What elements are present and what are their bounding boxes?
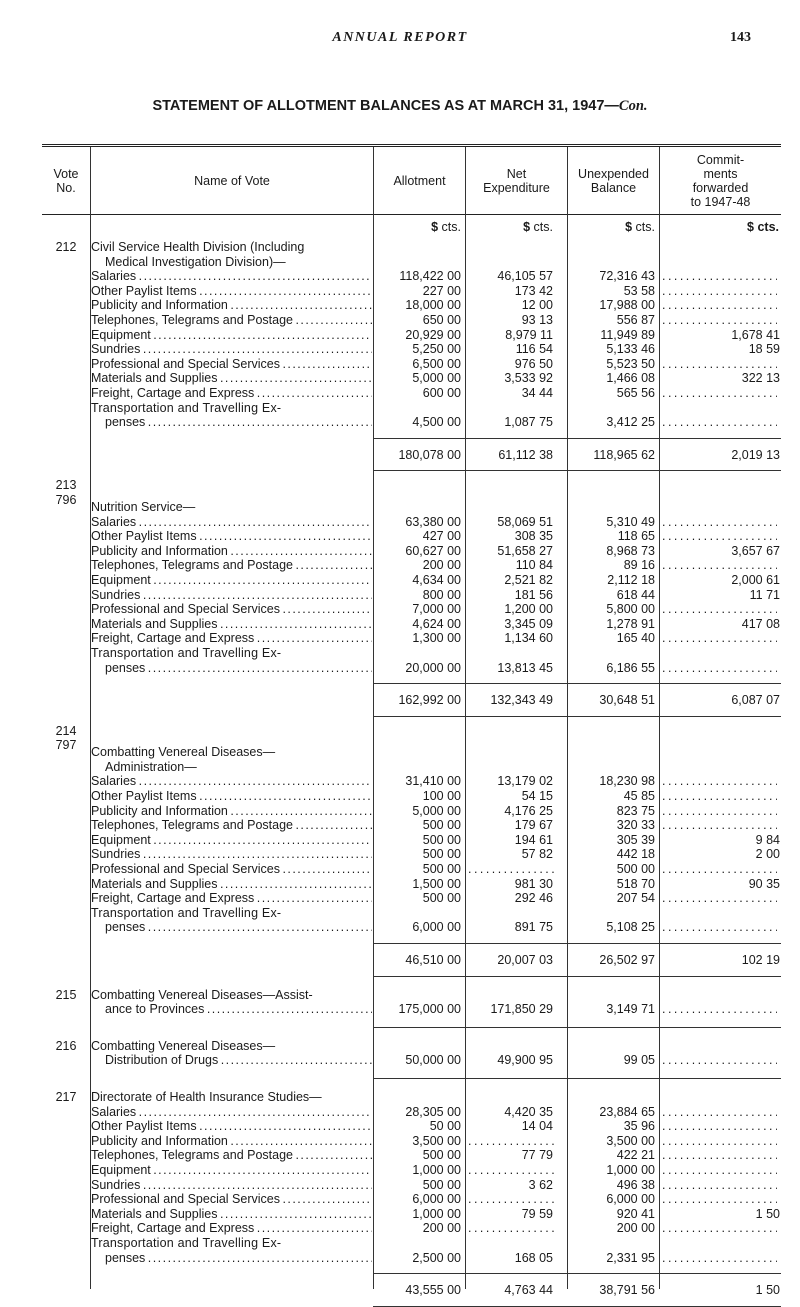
- table-row-net-expenditure: 173 42: [514, 283, 553, 298]
- table-row-allotment: 4,624 00: [412, 616, 461, 631]
- table-row-net-expenditure: 1,134 60: [504, 631, 553, 646]
- table-row-net-expenditure: 51,658 27: [497, 543, 553, 558]
- table-row-net-expenditure: 308 35: [514, 529, 553, 544]
- table-row-net-expenditure-leader: [468, 1192, 554, 1206]
- table-row-net-expenditure: 46,105 57: [497, 269, 553, 284]
- vote-line-name: Professional and Special Services . . .: [91, 1192, 372, 1206]
- table-row-commitments: 2,000 61: [731, 572, 780, 587]
- vote-line-name: Sundries . . .: [91, 1178, 372, 1192]
- table-row-unexpended: 35 96: [623, 1119, 655, 1134]
- vote-line-name: Other Paylist Items . . .: [91, 529, 372, 543]
- table-row-allotment: 200 00: [422, 1221, 461, 1236]
- table-row-unexpended: 2,112 18: [607, 572, 655, 587]
- section-rule: [373, 976, 781, 977]
- table-row-unexpended: 11,949 89: [600, 327, 655, 342]
- table-row-net-expenditure-leader: [468, 1163, 554, 1177]
- section-total-unexpended: 26,502 97: [599, 953, 655, 968]
- table-row-allotment: 200 00: [422, 558, 461, 573]
- table-row-net-expenditure: 1,087 75: [504, 415, 553, 430]
- table-row-commitments-leader: [662, 1192, 777, 1206]
- table-row-net-expenditure: 2,521 82: [504, 572, 553, 587]
- table-row-unexpended: 18,230 98: [599, 774, 655, 789]
- vote-line-name: Materials and Supplies . . .: [91, 877, 372, 891]
- table-row-unexpended: 200 00: [616, 1221, 655, 1236]
- table-row-unexpended: 1,000 00: [606, 1163, 655, 1178]
- vote-line-name: Nutrition Service—: [91, 499, 196, 514]
- table-row-commitments-leader: [662, 1053, 777, 1067]
- table-row-unexpended: 5,310 49: [606, 514, 655, 529]
- table-row-unexpended: 53 58: [623, 283, 655, 298]
- table-row-allotment: 1,300 00: [412, 631, 461, 646]
- table-row-commitments-leader: [662, 631, 777, 645]
- table-row-unexpended: 89 16: [623, 558, 655, 573]
- vote-line-name: Freight, Cartage and Express . . .: [91, 891, 372, 905]
- table-row-commitments-leader: [662, 1148, 777, 1162]
- vote-line-name: Combatting Venereal Diseases—: [91, 745, 276, 760]
- table-row-commitments: 3,657 67: [731, 543, 780, 558]
- section-rule: [373, 716, 781, 717]
- page-number: 143: [730, 30, 751, 45]
- table-row-net-expenditure: 3 62: [528, 1177, 553, 1192]
- table-row-allotment: 427 00: [422, 529, 461, 544]
- table-row-unexpended: 5,523 50: [606, 356, 655, 371]
- table-row-commitments-leader: [662, 284, 777, 298]
- table-row-allotment: 500 00: [422, 862, 461, 877]
- table-row-net-expenditure: 3,533 92: [504, 371, 553, 386]
- table-row-commitments-leader: [662, 774, 777, 788]
- table-row-commitments: 18 59: [748, 342, 780, 357]
- vote-line-name: Other Paylist Items . . .: [91, 1119, 372, 1133]
- table-row-unexpended: 442 18: [616, 847, 655, 862]
- table-row-net-expenditure: 171,850 29: [490, 1002, 553, 1017]
- table-row-allotment: 6,500 00: [412, 356, 461, 371]
- table-row-unexpended: 5,133 46: [606, 342, 655, 357]
- vote-line-name: Salaries . . .: [91, 1105, 372, 1119]
- table-row-unexpended: 2,331 95: [606, 1250, 655, 1265]
- table-row-net-expenditure: 13,179 02: [497, 774, 553, 789]
- table-row-commitments-leader: [662, 1119, 777, 1133]
- table-row-allotment: 3,500 00: [412, 1133, 461, 1148]
- vote-line-name: Medical Investigation Division)—: [105, 254, 286, 269]
- table-row-allotment: 5,000 00: [412, 371, 461, 386]
- table-row-net-expenditure: 194 61: [514, 832, 553, 847]
- vote-line-name: Sundries . . .: [91, 847, 372, 861]
- table-row-net-expenditure-leader: [468, 1134, 554, 1148]
- vote-line-name: Professional and Special Services . . .: [91, 602, 372, 616]
- vote-line-name: Telephones, Telegrams and Postage . . .: [91, 818, 372, 832]
- vote-line-name: Sundries . . .: [91, 588, 372, 602]
- table-row-commitments-leader: [662, 818, 777, 832]
- table-row-net-expenditure: 49,900 95: [497, 1053, 553, 1068]
- table-row-unexpended: 565 56: [616, 386, 655, 400]
- table-row-allotment: 18,000 00: [405, 298, 461, 313]
- table-row-unexpended: 23,884 65: [599, 1104, 655, 1119]
- section-total-allotment: 162,992 00: [398, 693, 461, 708]
- vote-line-name: Transportation and Travelling Ex-: [91, 1236, 282, 1251]
- table-row-allotment: 500 00: [422, 818, 461, 833]
- section-total-net-expenditure: 20,007 03: [497, 953, 553, 968]
- unit-label: [374, 220, 461, 234]
- table-row-allotment: 1,500 00: [412, 876, 461, 891]
- table-row-allotment: 6,000 00: [412, 920, 461, 935]
- vote-line-name: Professional and Special Services . . .: [91, 357, 372, 371]
- table-row-commitments-leader: [662, 269, 777, 283]
- vote-line-name: Sundries . . .: [91, 342, 372, 356]
- dollar-sign: $: [431, 220, 439, 234]
- vote-line-name: Salaries . . .: [91, 774, 372, 788]
- vote-line-name: Civil Service Health Division (Including: [91, 240, 305, 254]
- vote-line-name: Distribution of Drugs . . .: [91, 1053, 372, 1067]
- table-row-net-expenditure-leader: [468, 862, 554, 876]
- table-row-unexpended: 920 41: [616, 1206, 655, 1221]
- statement-title: STATEMENT OF ALLOTMENT BALANCES AS AT MARCH 31, 1947—Con.: [152, 98, 648, 114]
- table-row-allotment: 1,000 00: [412, 1206, 461, 1221]
- vote-number: 212: [55, 240, 77, 254]
- table-row-commitments-leader: [662, 804, 777, 818]
- table-row-unexpended: 500 00: [616, 862, 655, 877]
- column-header-name: Name of Vote: [194, 173, 270, 188]
- table-row-commitments-leader: [662, 298, 777, 312]
- table-row-unexpended: 165 40: [616, 631, 655, 646]
- table-row-unexpended: 1,278 91: [606, 616, 655, 631]
- vote-line-name: Equipment . . .: [91, 1163, 372, 1177]
- table-row-commitments-leader: [662, 558, 777, 572]
- table-row-unexpended: 518 70: [616, 876, 655, 891]
- vote-line-name: Transportation and Travelling Ex-: [91, 645, 282, 660]
- table-row-commitments: 90 35: [748, 876, 780, 891]
- section-total-allotment: 46,510 00: [405, 953, 461, 968]
- table-row-allotment: 4,634 00: [412, 572, 461, 587]
- section-total-unexpended: 38,791 56: [599, 1283, 655, 1298]
- vote-line-name: Materials and Supplies . . .: [91, 617, 372, 631]
- table-row-unexpended: 1,466 08: [606, 371, 655, 386]
- vote-line-name: Telephones, Telegrams and Postage . . .: [91, 558, 372, 572]
- table-row-net-expenditure: 181 56: [514, 587, 553, 602]
- table-row-net-expenditure: 179 67: [514, 818, 553, 833]
- vote-line-name: Freight, Cartage and Express . . .: [91, 631, 372, 645]
- vote-line-name: Transportation and Travelling Ex-: [91, 905, 282, 920]
- vote-line-name: Professional and Special Services . . .: [91, 862, 372, 876]
- vote-line-name: penses . . .: [91, 661, 372, 675]
- table-row-allotment: 4,500 00: [412, 415, 461, 430]
- table-row-unexpended: 618 44: [616, 587, 655, 602]
- vote-line-name: Materials and Supplies . . .: [91, 1207, 372, 1221]
- table-row-net-expenditure: 4,420 35: [504, 1104, 553, 1119]
- vote-line-name: Publicity and Information . . .: [91, 1134, 372, 1148]
- table-row-net-expenditure: 981 30: [514, 876, 553, 891]
- table-row-unexpended: 3,412 25: [606, 415, 655, 430]
- section-total-allotment: 180,078 00: [398, 447, 461, 462]
- vote-line-name: Salaries . . .: [91, 269, 372, 283]
- table-row-commitments: 1 50: [755, 1206, 780, 1221]
- section-rule: [373, 1027, 781, 1028]
- table-row-unexpended: 3,149 71: [606, 1002, 655, 1017]
- table-row-unexpended: 305 39: [616, 832, 655, 847]
- table-row-commitments: 417 08: [741, 616, 780, 631]
- table-row-allotment: 50,000 00: [405, 1053, 461, 1068]
- dollar-sign: $: [523, 220, 531, 234]
- table-row-allotment: 500 00: [422, 832, 461, 847]
- table-row-unexpended: 6,000 00: [606, 1192, 655, 1207]
- table-row-net-expenditure: 292 46: [514, 891, 553, 906]
- table-row-commitments-leader: [662, 386, 777, 400]
- column-header-vote: Vote No.: [53, 166, 79, 195]
- table-row-allotment: 500 00: [422, 891, 461, 906]
- section-total-commitments: 1 50: [755, 1283, 780, 1298]
- table-row-commitments-leader: [662, 789, 777, 803]
- cents-label: cts.: [530, 220, 553, 234]
- table-row-commitments: 2 00: [755, 847, 780, 862]
- table-row-unexpended: 496 38: [616, 1177, 655, 1192]
- table-row-net-expenditure: 976 50: [514, 356, 553, 371]
- table-row-allotment: 60,627 00: [405, 543, 461, 558]
- table-row-unexpended: 422 21: [616, 1148, 655, 1163]
- table-row-net-expenditure: 57 82: [521, 847, 553, 862]
- table-row-net-expenditure: 1,200 00: [504, 602, 553, 617]
- vote-line-name: Publicity and Information . . .: [91, 804, 372, 818]
- table-row-commitments-leader: [662, 1251, 777, 1265]
- table-row-allotment: 175,000 00: [398, 1002, 461, 1017]
- vote-number: 213: [55, 478, 77, 493]
- vote-number: 216: [55, 1038, 77, 1053]
- dollar-sign: $: [625, 220, 633, 234]
- vote-number: 214: [55, 723, 77, 738]
- section-total-unexpended: 30,648 51: [599, 693, 655, 708]
- section-rule: [373, 683, 781, 684]
- table-row-net-expenditure: 8,979 11: [505, 327, 553, 342]
- table-row-commitments-leader: [662, 920, 777, 934]
- vote-number: 797: [55, 738, 77, 753]
- vote-line-name: Combatting Venereal Diseases—: [91, 1038, 276, 1053]
- table-row-net-expenditure: 54 15: [521, 789, 553, 804]
- table-row-commitments-leader: [662, 529, 777, 543]
- vote-line-name: Publicity and Information . . .: [91, 544, 372, 558]
- section-total-commitments: 102 19: [741, 953, 780, 968]
- section-total-allotment: 43,555 00: [405, 1283, 461, 1298]
- table-row-allotment: 500 00: [422, 847, 461, 862]
- table-row-allotment: 7,000 00: [412, 602, 461, 617]
- table-row-allotment: 650 00: [422, 313, 461, 327]
- vote-line-name: Telephones, Telegrams and Postage . . .: [91, 1148, 372, 1162]
- column-header-net-expenditure: Net Expenditure: [483, 166, 550, 195]
- table-row-commitments-leader: [662, 415, 777, 429]
- table-row-allotment: 600 00: [422, 386, 461, 400]
- table-row-unexpended: 5,800 00: [606, 602, 655, 617]
- table-row-unexpended: 72,316 43: [599, 269, 655, 284]
- vote-line-name: Administration—: [105, 759, 197, 774]
- table-row-allotment: 20,000 00: [405, 660, 461, 675]
- vote-line-name: Other Paylist Items . . .: [91, 789, 372, 803]
- section-rule: [373, 438, 781, 439]
- table-row-net-expenditure: 116 54: [515, 342, 553, 357]
- table-row-allotment: 5,000 00: [412, 803, 461, 818]
- column-header-commitments: Commit- ments forwarded to 1947-48: [690, 152, 751, 209]
- table-row-unexpended: 8,968 73: [606, 543, 655, 558]
- vote-line-name: Directorate of Health Insurance Studies—: [91, 1090, 322, 1105]
- table-row-net-expenditure: 3,345 09: [504, 616, 553, 631]
- table-row-commitments: 9 84: [755, 832, 780, 847]
- section-rule: [373, 1078, 781, 1079]
- section-rule: [373, 470, 781, 471]
- vote-line-name: Combatting Venereal Diseases—Assist-: [91, 987, 313, 1002]
- section-rule: [373, 1273, 781, 1274]
- vote-line-name: Other Paylist Items . . .: [91, 284, 372, 298]
- table-row-allotment: 2,500 00: [412, 1250, 461, 1265]
- table-row-commitments-leader: [662, 515, 777, 529]
- vote-line-name: ance to Provinces . . .: [91, 1002, 372, 1016]
- table-row-allotment: 1,000 00: [412, 1163, 461, 1178]
- table-row-net-expenditure: 168 05: [514, 1250, 553, 1265]
- table-row-allotment: 100 00: [422, 789, 461, 804]
- table-row-net-expenditure: 34 44: [521, 386, 553, 400]
- vote-line-name: Equipment . . .: [91, 328, 372, 342]
- table-row-allotment: 500 00: [422, 1148, 461, 1163]
- column-header-unexpended: Unexpended Balance: [578, 166, 649, 195]
- table-row-commitments-leader: [662, 602, 777, 616]
- table-row-commitments-leader: [662, 1163, 777, 1177]
- table-row-commitments-leader: [662, 1002, 777, 1016]
- table-row-net-expenditure: 13,813 45: [497, 660, 553, 675]
- column-divider: [659, 147, 660, 1289]
- table-row-net-expenditure: 891 75: [514, 920, 553, 935]
- section-total-commitments: 2,019 13: [731, 447, 780, 462]
- vote-line-name: Equipment . . .: [91, 573, 372, 587]
- vote-line-name: Materials and Supplies . . .: [91, 371, 372, 385]
- table-row-net-expenditure: 77 79: [521, 1148, 553, 1163]
- cents-label: cts.: [438, 220, 461, 234]
- table-row-unexpended: 5,108 25: [606, 920, 655, 935]
- table-row-commitments-leader: [662, 862, 777, 876]
- table-row-unexpended: 207 54: [616, 891, 655, 906]
- vote-line-name: penses . . .: [91, 1251, 372, 1265]
- table-row-net-expenditure: 14 04: [521, 1119, 553, 1134]
- vote-number: 215: [55, 987, 77, 1002]
- section-total-net-expenditure: 4,763 44: [504, 1283, 553, 1298]
- table-row-unexpended: 45 85: [623, 789, 655, 804]
- running-header-title: ANNUAL REPORT: [332, 30, 468, 45]
- table-row-commitments-leader: [662, 1178, 777, 1192]
- table-row-unexpended: 118 65: [617, 529, 655, 544]
- table-row-unexpended: 6,186 55: [606, 660, 655, 675]
- table-row-commitments: 11 71: [749, 587, 780, 602]
- table-row-allotment: 6,000 00: [412, 1192, 461, 1207]
- table-row-unexpended: 99 05: [623, 1053, 655, 1068]
- vote-line-name: Freight, Cartage and Express . . .: [91, 1221, 372, 1235]
- section-rule: [373, 943, 781, 944]
- table-row-unexpended: 17,988 00: [599, 298, 655, 313]
- table-row-unexpended: 320 33: [616, 818, 655, 833]
- header-bottom-rule: [42, 214, 781, 215]
- vote-line-name: Freight, Cartage and Express . . .: [91, 386, 372, 400]
- vote-line-name: Transportation and Travelling Ex-: [91, 400, 282, 415]
- table-row-commitments: 322 13: [741, 371, 780, 386]
- vote-line-name: penses . . .: [91, 920, 372, 934]
- table-row-commitments: 1,678 41: [731, 327, 780, 342]
- vote-line-name: Equipment . . .: [91, 833, 372, 847]
- section-total-unexpended: 118,965 62: [593, 447, 655, 462]
- table-row-allotment: 500 00: [422, 1177, 461, 1192]
- vote-line-name: Telephones, Telegrams and Postage . . .: [91, 313, 372, 327]
- vote-number: 796: [55, 493, 77, 507]
- unit-label: [466, 220, 553, 234]
- cents-label: cts.: [632, 220, 655, 234]
- table-row-commitments-leader: [662, 891, 777, 905]
- table-row-commitments-leader: [662, 1105, 777, 1119]
- cents-label: cts.: [753, 220, 779, 234]
- table-row-net-expenditure: 4,176 25: [504, 803, 553, 818]
- unit-label: [568, 220, 655, 234]
- table-row-unexpended: 556 87: [616, 313, 655, 327]
- table-row-net-expenditure: 110 84: [515, 558, 553, 573]
- table-row-allotment: 118,422 00: [399, 269, 461, 284]
- vote-line-name: Publicity and Information . . .: [91, 298, 372, 312]
- table-row-allotment: 28,305 00: [405, 1104, 461, 1119]
- table-row-unexpended: 823 75: [616, 803, 655, 818]
- table-row-net-expenditure: 79 59: [521, 1206, 553, 1221]
- section-total-net-expenditure: 132,343 49: [490, 693, 553, 708]
- table-row-allotment: 5,250 00: [412, 342, 461, 357]
- table-row-allotment: 31,410 00: [405, 774, 461, 789]
- table-row-allotment: 800 00: [422, 587, 461, 602]
- vote-line-name: Salaries . . .: [91, 515, 372, 529]
- table-row-net-expenditure: 12 00: [521, 298, 553, 313]
- section-total-commitments: 6,087 07: [731, 693, 780, 708]
- table-row-net-expenditure: 93 13: [521, 313, 553, 327]
- table-row-allotment: 227 00: [422, 283, 461, 298]
- table-row-unexpended: 3,500 00: [606, 1133, 655, 1148]
- table-row-allotment: 63,380 00: [405, 514, 461, 529]
- table-row-commitments-leader: [662, 1221, 777, 1235]
- table-row-net-expenditure-leader: [468, 1221, 554, 1235]
- vote-number: 217: [55, 1090, 77, 1105]
- column-header-allotment: Allotment: [393, 173, 446, 188]
- table-row-commitments-leader: [662, 661, 777, 675]
- vote-line-name: penses . . .: [91, 415, 372, 429]
- table-row-allotment: 20,929 00: [405, 327, 461, 342]
- table-row-commitments-leader: [662, 357, 777, 371]
- table-row-commitments-leader: [662, 313, 777, 327]
- dollar-sign: $: [747, 220, 754, 234]
- section-total-net-expenditure: 61,112 38: [498, 447, 553, 462]
- table-row-allotment: 50 00: [429, 1119, 461, 1134]
- table-row-net-expenditure: 58,069 51: [497, 514, 553, 529]
- allotment-table: [42, 144, 781, 1298]
- table-row-commitments-leader: [662, 1134, 777, 1148]
- unit-label: [660, 220, 779, 234]
